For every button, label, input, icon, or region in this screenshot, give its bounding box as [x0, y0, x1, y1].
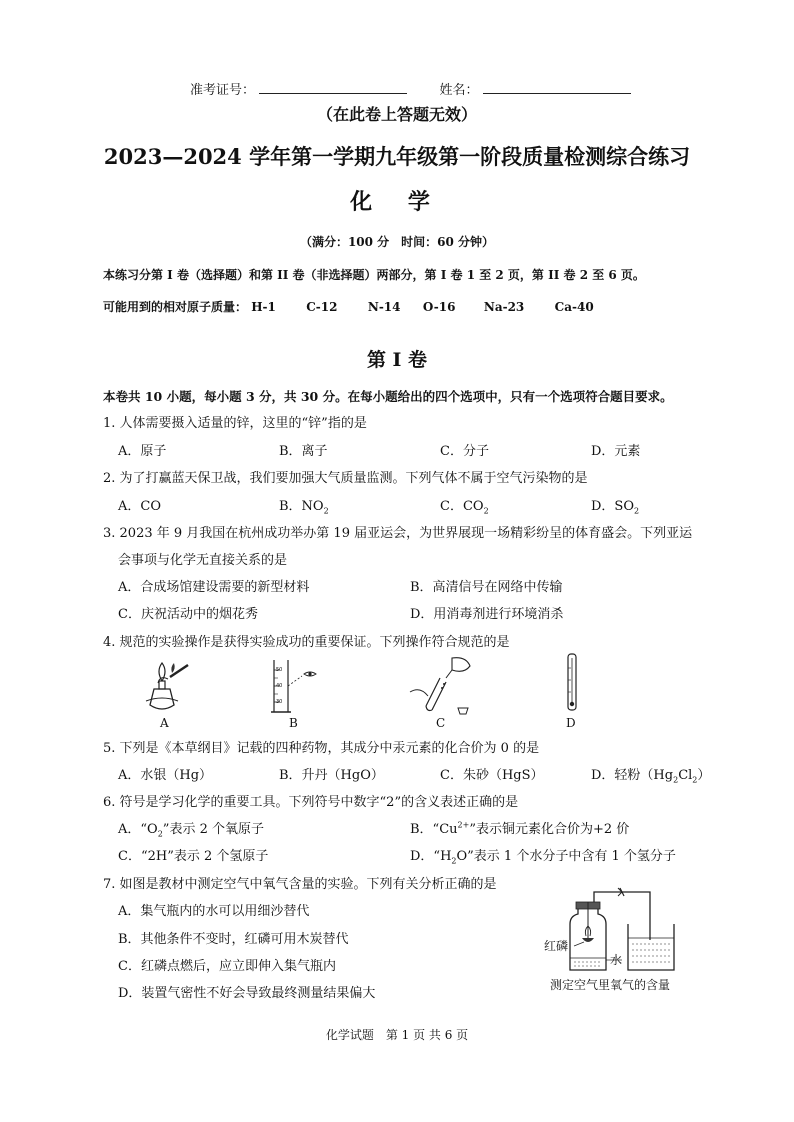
q2-option-d-text: D．SO [591, 499, 634, 514]
q6-option-a-sub: 2 [157, 829, 163, 839]
q1-option-c[interactable]: C．分子 [440, 444, 489, 459]
q6-option-a-text1: A．“O [118, 822, 158, 837]
atomic-mass-h: H-1 [251, 300, 276, 314]
exam-id-blank[interactable] [259, 79, 407, 94]
atomic-mass-label: 可能用到的相对原子质量： [103, 300, 248, 314]
atomic-mass-o: O-16 [422, 300, 456, 314]
name-blank[interactable] [483, 79, 631, 94]
q6-option-c[interactable]: C．“2H”表示 2 个氢原子 [118, 849, 269, 864]
q4-option-b[interactable]: B [289, 716, 298, 730]
q2-option-a[interactable]: A．CO [118, 499, 161, 514]
q7-option-d[interactable]: D．装置气密性不好会导致最终测量结果偏大 [118, 986, 376, 1001]
q6-option-a-text2: ”表示 2 个氧原子 [162, 822, 264, 837]
q2-option-d-sub: 2 [634, 506, 640, 516]
q1-option-b[interactable]: B．离子 [279, 444, 328, 459]
fig-label-phosphorus: 红磷 [544, 939, 569, 953]
q5-option-c[interactable]: C．朱砂（HgS） [440, 768, 544, 783]
atomic-mass-n: N-14 [367, 300, 401, 314]
score-time: （满分：100 分 时间：60 分钟） [299, 235, 495, 249]
atomic-mass-row [103, 298, 594, 316]
atomic-mass-c: C-12 [306, 300, 338, 314]
notice: （在此卷上答题无效） [316, 105, 477, 124]
cylinder-mark-30: 30 [276, 699, 283, 705]
q5-option-d-sub1: 2 [673, 775, 679, 785]
atomic-mass-na: Na-23 [483, 300, 525, 314]
q5-option-d-sub2: 2 [692, 775, 698, 785]
exam-id-row [190, 79, 631, 100]
q4-option-c[interactable]: C [436, 716, 446, 730]
q1-stem: 1. 人体需要摄入适量的锌，这里的“锌”指的是 [103, 416, 367, 431]
dropper-figure [562, 652, 582, 714]
q3-option-d[interactable]: D．用消毒剂进行环境消杀 [410, 607, 564, 622]
name-label: 姓名： [439, 83, 479, 98]
page-title: 2023—2024 学年第一学期九年级第一阶段质量检测综合练习 [103, 144, 691, 169]
q5-option-d-text2: Cl [678, 768, 693, 783]
q4-option-d[interactable]: D [566, 716, 576, 730]
cylinder-mark-50: 50 [276, 667, 283, 673]
q5-option-d[interactable] [591, 767, 710, 785]
q6-option-d-text2: O”表示 1 个水分子中含有 1 个氢分子 [456, 849, 676, 864]
fig-label-water: 水 [610, 953, 623, 967]
q2-option-c[interactable] [440, 498, 489, 516]
test-tube-figure [406, 652, 476, 718]
q6-option-d-text1: D．“H [410, 849, 452, 864]
q2-option-c-text: C．CO [440, 499, 484, 514]
q5-option-d-text3: ） [697, 768, 711, 783]
q6-option-a[interactable] [118, 821, 264, 839]
q3-option-c[interactable]: C．庆祝活动中的烟花秀 [118, 607, 258, 622]
q2-option-b[interactable] [279, 498, 329, 516]
q6-option-b-text1: B．“Cu [410, 822, 458, 837]
q7-option-c[interactable]: C．红磷点燃后，应立即伸入集气瓶内 [118, 959, 336, 974]
q2-option-b-sub: 2 [323, 506, 329, 516]
section-instruction: 本卷共 10 小题，每小题 3 分，共 30 分。在每小题给出的四个选项中，只有一个选项符合题目要求。 [103, 389, 673, 404]
q1-option-d[interactable]: D．元素 [591, 444, 641, 459]
q5-option-b[interactable]: B．升丹（HgO） [279, 768, 384, 783]
q6-option-b-text2: ”表示铜元素化合价为+2 价 [469, 822, 630, 837]
q7-option-a[interactable]: A．集气瓶内的水可以用细沙替代 [118, 904, 310, 919]
q3-stem-line2: 会事项与化学无直接关系的是 [118, 553, 288, 568]
q5-option-d-text1: D．轻粉（Hg [591, 768, 674, 783]
q2-stem: 2. 为了打赢蓝天保卫战，我们要加强大气质量监测。下列气体不属于空气污染物的是 [103, 471, 588, 486]
exam-id-label: 准考证号： [190, 83, 256, 98]
section-title: 第 I 卷 [366, 349, 428, 371]
q2-option-d[interactable] [591, 498, 639, 516]
q5-option-a[interactable]: A．水银（Hg） [118, 768, 213, 783]
alcohol-lamp-figure [140, 655, 200, 715]
atomic-mass-ca: Ca-40 [554, 300, 594, 314]
q6-option-d-sub: 2 [451, 856, 457, 866]
q5-stem: 5. 下列是《本草纲目》记载的四种药物，其成分中汞元素的化合价为 0 的是 [103, 741, 540, 756]
paper-structure: 本练习分第 I 卷（选择题）和第 II 卷（非选择题）两部分，第 I 卷 1 至 2 页，第 II 卷 2 至 6 页。 [103, 268, 645, 282]
q7-option-b[interactable]: B．其他条件不变时，红磷可用木炭替代 [118, 932, 349, 947]
q2-option-c-sub: 2 [483, 506, 489, 516]
q2-option-b-text: B．NO [279, 499, 324, 514]
q6-stem: 6. 符号是学习化学的重要工具。下列符号中数字“2”的含义表述正确的是 [103, 795, 519, 810]
q3-option-a[interactable]: A．合成场馆建设需要的新型材料 [118, 580, 310, 595]
cylinder-mark-40: 40 [276, 683, 283, 689]
q6-option-b[interactable] [410, 821, 629, 839]
q3-stem-line1: 3. 2023 年 9 月我国在杭州成功举办第 19 届亚运会，为世界展现一场精彩纷呈的体育盛会。下列亚运 [103, 526, 693, 541]
fig-caption: 测定空气里氧气的含量 [550, 978, 671, 992]
q6-option-d[interactable] [410, 848, 676, 866]
page-footer: 化学试题 第 1 页 共 6 页 [325, 1028, 469, 1042]
q1-option-a[interactable]: A．原子 [118, 444, 167, 459]
q6-option-b-sup: 2+ [457, 820, 470, 830]
q4-option-a[interactable]: A [160, 716, 169, 730]
subject-title: 化 学 [350, 189, 444, 215]
q4-stem: 4. 规范的实验操作是获得实验成功的重要保证。下列操作符合规范的是 [103, 635, 510, 650]
q3-option-b[interactable]: B．高清信号在网络中传输 [410, 580, 563, 595]
q7-stem: 7. 如图是教材中测定空气中氧气含量的实验。下列有关分析正确的是 [103, 877, 497, 892]
